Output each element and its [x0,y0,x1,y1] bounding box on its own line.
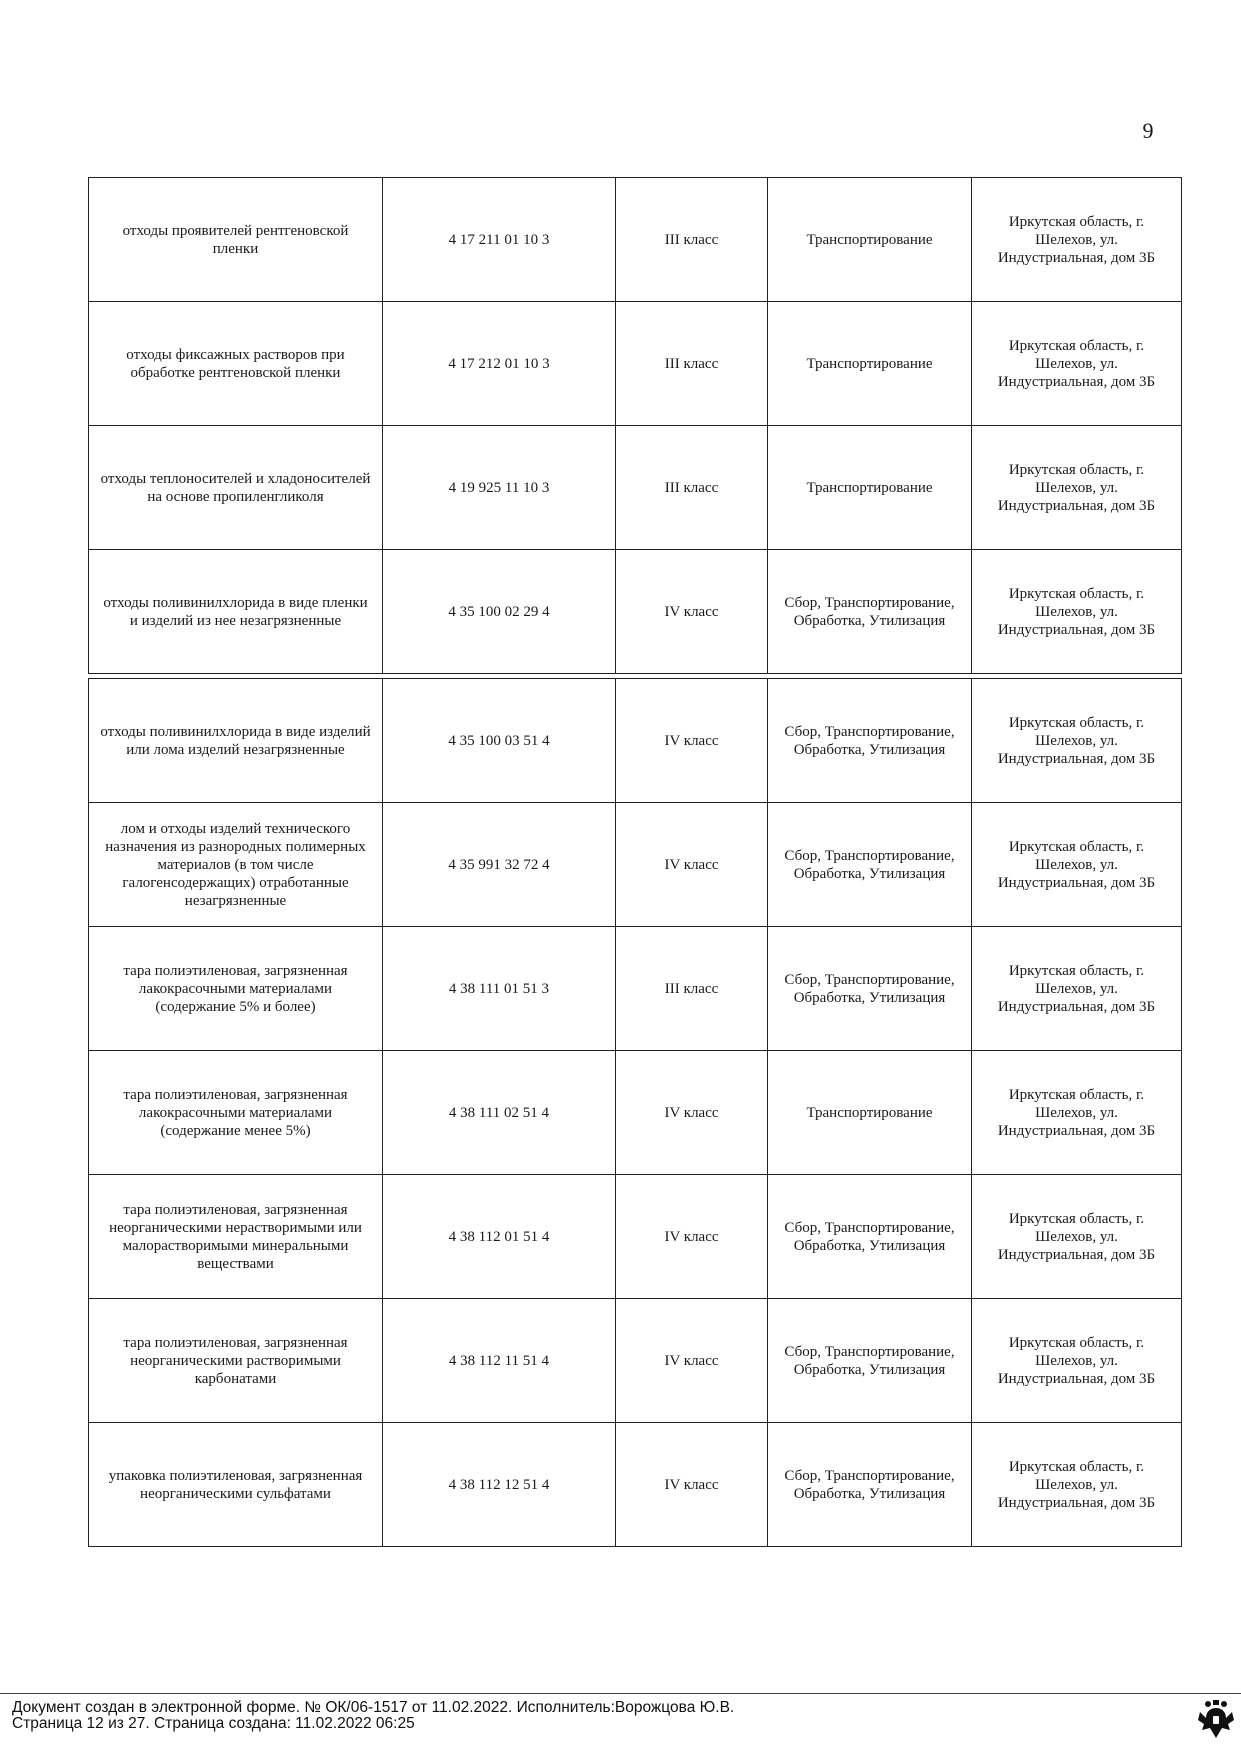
activity-cell: Сбор, Транспортирование, Обработка, Утилизация [768,1175,972,1299]
address-cell: Иркутская область, г. Шелехов, ул. Индустриальная, дом 3Б [972,679,1182,803]
waste-name-cell: упаковка полиэтиленовая, загрязненная неорганическими сульфатами [89,1423,383,1547]
table-row [89,803,1182,927]
activity-cell: Транспортирование [768,426,972,550]
address-cell: Иркутская область, г. Шелехов, ул. Индустриальная, дом 3Б [972,1175,1182,1299]
waste-name-cell: тара полиэтиленовая, загрязненная неорганическими растворимыми карбонатами [89,1299,383,1423]
activity-cell: Транспортирование [768,1051,972,1175]
activity-cell: Сбор, Транспортирование, Обработка, Утилизация [768,550,972,674]
fkko-code-cell: 4 38 111 02 51 4 [383,1051,616,1175]
hazard-class-cell: IV класс [616,1299,768,1423]
hazard-class-cell: IV класс [616,1423,768,1547]
hazard-class-cell: III класс [616,302,768,426]
waste-name-cell: тара полиэтиленовая, загрязненная лакокрасочными материалами (содержание менее 5%) [89,1051,383,1175]
table-row [89,302,1182,426]
table-row [89,927,1182,1051]
waste-name-cell: тара полиэтиленовая, загрязненная лакокрасочными материалами (содержание 5% и более) [89,927,383,1051]
hazard-class-cell: III класс [616,426,768,550]
table-row [89,550,1182,674]
table-row [89,1423,1182,1547]
fkko-code-cell: 4 35 100 02 29 4 [383,550,616,674]
hazard-class-cell: III класс [616,178,768,302]
hazard-class-cell: IV класс [616,679,768,803]
address-cell: Иркутская область, г. Шелехов, ул. Индустриальная, дом 3Б [972,426,1182,550]
fkko-code-cell: 4 38 111 01 51 3 [383,927,616,1051]
address-cell: Иркутская область, г. Шелехов, ул. Индустриальная, дом 3Б [972,550,1182,674]
table-row [89,178,1182,302]
activity-cell: Транспортирование [768,302,972,426]
waste-name-cell: отходы поливинилхлорида в виде пленки и изделий из нее незагрязненные [89,550,383,674]
activity-cell: Сбор, Транспортирование, Обработка, Утилизация [768,803,972,927]
footer-divider [0,1693,1241,1694]
address-cell: Иркутская область, г. Шелехов, ул. Индустриальная, дом 3Б [972,1299,1182,1423]
activity-cell: Сбор, Транспортирование, Обработка, Утилизация [768,927,972,1051]
hazard-class-cell: IV класс [616,550,768,674]
waste-name-cell: отходы поливинилхлорида в виде изделий или лома изделий незагрязненные [89,679,383,803]
waste-name-cell: отходы проявителей рентгеновской пленки [89,178,383,302]
fkko-code-cell: 4 35 991 32 72 4 [383,803,616,927]
hazard-class-cell: IV класс [616,803,768,927]
footer-document-info: Документ создан в электронной форме. № ОК/06-1517 от 11.02.2022. Исполнитель:Ворожцова Ю.В. [12,1699,735,1716]
address-cell: Иркутская область, г. Шелехов, ул. Индустриальная, дом 3Б [972,302,1182,426]
double-headed-eagle-emblem-icon [1196,1698,1236,1742]
hazard-class-cell: III класс [616,927,768,1051]
activity-cell: Сбор, Транспортирование, Обработка, Утилизация [768,1423,972,1547]
waste-name-cell: отходы фиксажных растворов при обработке рентгеновской пленки [89,302,383,426]
fkko-code-cell: 4 38 112 11 51 4 [383,1299,616,1423]
activity-cell: Транспортирование [768,178,972,302]
address-cell: Иркутская область, г. Шелехов, ул. Индустриальная, дом 3Б [972,1423,1182,1547]
hazard-class-cell: IV класс [616,1175,768,1299]
fkko-code-cell: 4 38 112 12 51 4 [383,1423,616,1547]
waste-table-part-1 [88,177,1182,674]
activity-cell: Сбор, Транспортирование, Обработка, Утилизация [768,679,972,803]
hazard-class-cell: IV класс [616,1051,768,1175]
fkko-code-cell: 4 19 925 11 10 3 [383,426,616,550]
waste-name-cell: отходы теплоносителей и хладоносителей на основе пропиленгликоля [89,426,383,550]
activity-cell: Сбор, Транспортирование, Обработка, Утилизация [768,1299,972,1423]
footer-page-info: Страница 12 из 27. Страница создана: 11.02.2022 06:25 [12,1715,415,1732]
address-cell: Иркутская область, г. Шелехов, ул. Индустриальная, дом 3Б [972,1051,1182,1175]
table-row [89,1175,1182,1299]
waste-table-part-2 [88,678,1182,1547]
fkko-code-cell: 4 17 212 01 10 3 [383,302,616,426]
fkko-code-cell: 4 38 112 01 51 4 [383,1175,616,1299]
waste-name-cell: тара полиэтиленовая, загрязненная неорганическими нерастворимыми или малорастворимыми минеральными веществами [89,1175,383,1299]
fkko-code-cell: 4 17 211 01 10 3 [383,178,616,302]
table-row [89,426,1182,550]
fkko-code-cell: 4 35 100 03 51 4 [383,679,616,803]
address-cell: Иркутская область, г. Шелехов, ул. Индустриальная, дом 3Б [972,927,1182,1051]
address-cell: Иркутская область, г. Шелехов, ул. Индустриальная, дом 3Б [972,178,1182,302]
document-footer [12,1700,1112,1732]
page-number: 9 [1142,118,1154,143]
waste-name-cell: лом и отходы изделий технического назначения из разнородных полимерных материалов (в том числе галогенсодержащих) отработанные незагрязненные [89,803,383,927]
address-cell: Иркутская область, г. Шелехов, ул. Индустриальная, дом 3Б [972,803,1182,927]
table-row [89,1051,1182,1175]
table-row [89,679,1182,803]
table-row [89,1299,1182,1423]
